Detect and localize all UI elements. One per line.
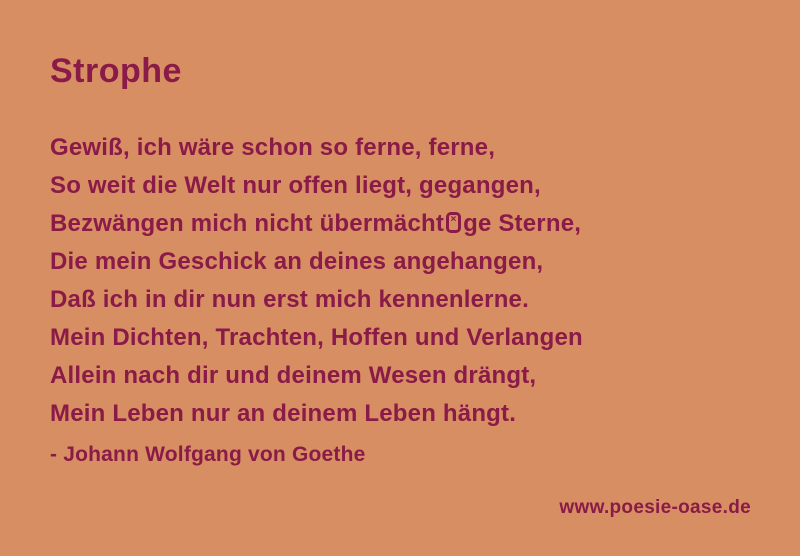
poem-body [50, 129, 583, 433]
poem-line-3-post: ge Sterne, [463, 210, 582, 237]
poem-line-1: Gewiß, ich wäre schon so ferne, ferne, [50, 134, 496, 161]
poem-author: - Johann Wolfgang von Goethe [50, 443, 366, 466]
missing-glyph-icon: × [446, 212, 461, 233]
poem-line-3-pre: Bezwängen mich nicht übermächt [50, 210, 445, 237]
poem-line-7: Allein nach dir und deinem Wesen drängt, [50, 362, 537, 389]
site-url: www.poesie-oase.de [559, 497, 751, 518]
poem-line-6: Mein Dichten, Trachten, Hoffen und Verlangen [50, 324, 583, 351]
poem-line-5: Daß ich in dir nun erst mich kennenlerne. [50, 286, 529, 313]
poem-line-3 [50, 205, 583, 243]
poem-title: Strophe [50, 52, 182, 90]
poem-line-8: Mein Leben nur an deinem Leben hängt. [50, 400, 517, 427]
poem-line-4: Die mein Geschick an deines angehangen, [50, 248, 544, 275]
poem-line-2: So weit die Welt nur offen liegt, gegangen, [50, 172, 541, 199]
